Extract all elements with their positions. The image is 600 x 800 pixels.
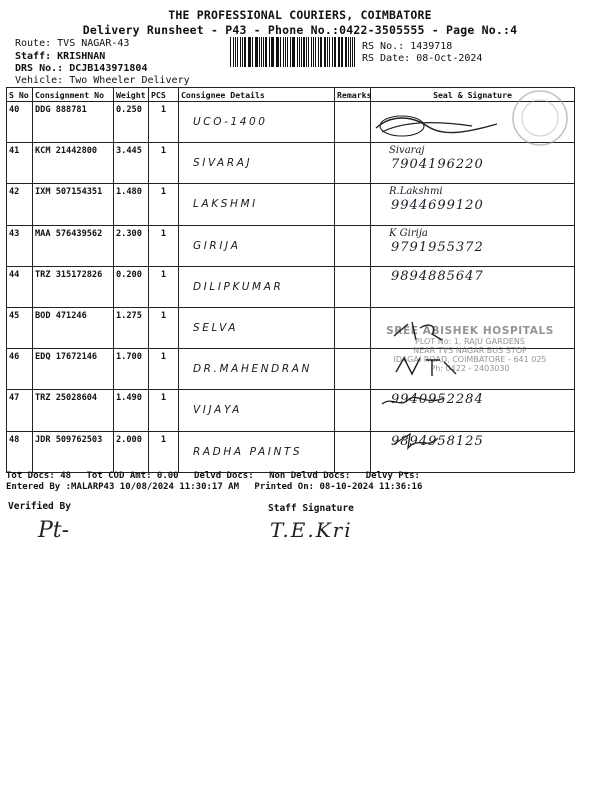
remarks-cell: [335, 390, 371, 431]
vehicle-value: Two Wheeler Delivery: [69, 75, 190, 86]
pcs-cell: 1: [149, 431, 179, 472]
pcs-cell: 1: [149, 184, 179, 225]
sno-cell: 45: [7, 307, 33, 348]
barcode-bar: [342, 37, 343, 67]
barcode-bar: [280, 37, 281, 67]
barcode-bar: [292, 37, 293, 67]
remarks-cell: [335, 431, 371, 472]
seal-signature-cell: [371, 225, 575, 266]
consignee-cell: [179, 349, 335, 390]
printed-on: Printed On: 08-10-2024 11:36:16: [254, 482, 423, 492]
consignment-cell: TRZ 315172826: [33, 266, 114, 307]
document-subtitle: Delivery Runsheet - P43 - Phone No.:0422-3505555 - Page No.:4: [82, 23, 518, 37]
barcode-bar: [348, 37, 349, 67]
runsheet-table: [6, 87, 575, 473]
consignment-cell: TRZ 25028604: [33, 390, 114, 431]
drs-line: [15, 63, 147, 74]
barcode-bar: [287, 37, 288, 67]
table-row: [7, 390, 575, 431]
barcode-bar: [256, 37, 257, 67]
consignment-cell: JDR 509762503: [33, 431, 114, 472]
document-title: THE PROFESSIONAL COURIERS, COIMBATORE: [168, 8, 432, 22]
barcode-bar: [332, 37, 333, 67]
staff-signature: T.E.Kri: [270, 518, 353, 542]
barcode-bar: [345, 37, 347, 67]
recipient-signature-name: K Girija: [389, 227, 428, 239]
recipient-phone: 9944699120: [391, 198, 484, 214]
tot-cod-label: Tot COD Amt:: [86, 471, 152, 481]
drs-value: DCJB143971804: [69, 63, 148, 74]
consignee-name: UCO-1400: [193, 116, 268, 128]
remarks-cell: [335, 349, 371, 390]
sno-cell: 42: [7, 184, 33, 225]
barcode-bar: [233, 37, 234, 67]
consignee-name: DILIPKUMAR: [193, 280, 284, 293]
delvy-pts-label: Delvy Pts:: [365, 471, 420, 481]
recipient-phone: 9940952284: [391, 392, 484, 408]
table-row: [7, 266, 575, 307]
table-row: [7, 225, 575, 266]
col-header-consignment: Consignment No: [33, 88, 114, 102]
weight-cell: 1.490: [114, 390, 149, 431]
sno-cell: 47: [7, 390, 33, 431]
vehicle-label: Vehicle:: [15, 75, 64, 86]
pcs-cell: 1: [149, 225, 179, 266]
staff-value: KRISHNAN: [57, 51, 106, 62]
pcs-cell: 1: [149, 143, 179, 184]
stamp-line-2: PLOT No: 1, RAJU GARDENS: [415, 337, 525, 346]
consignment-cell: EDQ 17672146: [33, 349, 114, 390]
barcode-bar: [269, 37, 270, 67]
barcode-bar: [263, 37, 264, 67]
barcode-bar: [297, 37, 298, 67]
consignee-cell: [179, 143, 335, 184]
consignee-cell: [179, 390, 335, 431]
barcode-bar: [235, 37, 236, 67]
consignee-name: GIRIJA: [193, 239, 241, 252]
barcode-bar: [335, 37, 336, 67]
entry-line: [6, 482, 422, 492]
weight-cell: 0.250: [114, 102, 149, 143]
seal-signature-cell: [371, 266, 575, 307]
recipient-phone: 7904196220: [391, 157, 484, 173]
col-header-consignee: Consignee Details: [179, 88, 335, 102]
sno-cell: 48: [7, 431, 33, 472]
consignee-cell: [179, 102, 335, 143]
rs-no-line: [362, 41, 452, 52]
barcode-bar: [255, 37, 256, 67]
entered-by: Entered By :MALARP43 10/08/2024 11:30:17 AM: [6, 482, 239, 492]
signature-scribble-row-46: [392, 352, 462, 380]
tot-cod: [86, 471, 178, 481]
weight-cell: 2.300: [114, 225, 149, 266]
sno-cell: 41: [7, 143, 33, 184]
verified-by-label: Verified By: [8, 501, 71, 512]
route-line: [15, 38, 129, 49]
tot-docs: [6, 471, 71, 481]
barcode-bar: [321, 37, 322, 67]
barcode-bar: [249, 37, 251, 67]
barcode-bar: [350, 37, 351, 67]
consignee-cell: [179, 266, 335, 307]
signature-scribble-row-45: [388, 318, 448, 344]
barcode-bar: [277, 37, 278, 67]
barcode-bar: [354, 37, 355, 67]
sno-cell: 43: [7, 225, 33, 266]
table-row: [7, 431, 575, 472]
barcode-bar: [327, 37, 328, 67]
col-header-weight: Weight: [114, 88, 149, 102]
recipient-phone: 9894885647: [391, 268, 484, 284]
consignment-cell: MAA 576439562: [33, 225, 114, 266]
staff-line: [15, 51, 105, 62]
barcode-bar: [272, 37, 273, 67]
rs-date-line: [362, 53, 482, 64]
consignee-cell: [179, 307, 335, 348]
round-seal-icon: [500, 86, 580, 150]
pcs-cell: 1: [149, 390, 179, 431]
barcode-bar: [324, 37, 326, 67]
route-label: Route:: [15, 38, 52, 49]
rs-date-value: 08-Oct-2024: [416, 53, 483, 64]
consignee-name: VIJAYA: [193, 404, 242, 417]
verified-signature: Pt-: [38, 518, 70, 543]
rs-no-value: 1439718: [410, 41, 453, 52]
staff-signature-label: Staff Signature: [268, 503, 354, 514]
barcode-bar: [318, 37, 319, 67]
barcode-bar: [338, 37, 339, 67]
consignment-cell: BOD 471246: [33, 307, 114, 348]
weight-cell: 1.275: [114, 307, 149, 348]
barcode-bar: [293, 37, 294, 67]
route-value: TVS NAGAR-43: [57, 38, 130, 49]
non-delvd-docs-label: Non Delvd Docs:: [269, 471, 351, 481]
remarks-cell: [335, 184, 371, 225]
weight-cell: 2.000: [114, 431, 149, 472]
weight-cell: 1.700: [114, 349, 149, 390]
remarks-cell: [335, 225, 371, 266]
barcode-bar: [261, 37, 262, 67]
weight-cell: 0.200: [114, 266, 149, 307]
consignment-cell: DDG 888781: [33, 102, 114, 143]
barcode-bar: [299, 37, 300, 67]
barcode-bar: [248, 37, 249, 67]
barcode-bar: [352, 37, 353, 67]
barcode-bar: [265, 37, 267, 67]
barcode-bar: [244, 37, 245, 67]
pcs-cell: 1: [149, 349, 179, 390]
signature-scribble-row-40: [372, 112, 502, 140]
barcode-bar: [276, 37, 277, 67]
barcode-bar: [301, 37, 302, 67]
consignment-cell: IXM 507154351: [33, 184, 114, 225]
barcode-bar: [259, 37, 260, 67]
staff-label: Staff:: [15, 51, 52, 62]
pcs-cell: 1: [149, 102, 179, 143]
tot-cod-value: 0.00: [156, 471, 179, 481]
col-header-sno: S No: [7, 88, 33, 102]
col-header-pcs: PCS: [149, 88, 179, 102]
consignee-cell: [179, 225, 335, 266]
recipient-signature-name: R.Lakshmi: [389, 186, 443, 198]
barcode-bar: [242, 37, 243, 67]
sno-cell: 46: [7, 349, 33, 390]
barcode-bar: [271, 37, 272, 67]
barcode-bar: [303, 37, 305, 67]
consignee-cell: [179, 431, 335, 472]
stamp-line-3: NEAR TVS NAGAR BUS STOP: [413, 346, 527, 355]
barcode-bar: [230, 37, 231, 67]
barcode-bar: [311, 37, 312, 67]
table-header-row: [7, 88, 575, 102]
consignee-name: RADHA PAINTS: [193, 445, 303, 458]
col-header-remarks: Remarks: [335, 88, 371, 102]
seal-signature-cell: [371, 184, 575, 225]
pcs-cell: 1: [149, 266, 179, 307]
consignee-cell: [179, 184, 335, 225]
tot-docs-label: Tot Docs:: [6, 471, 55, 481]
delvd-docs-label: Delvd Docs:: [194, 471, 254, 481]
totals-line: [6, 471, 430, 481]
stamp-line-5: Ph: 0422 - 2403030: [430, 364, 510, 373]
rs-no-label: RS No.:: [362, 41, 405, 52]
consignee-name: SIVARAJ: [193, 157, 253, 170]
weight-cell: 1.480: [114, 184, 149, 225]
barcode-bar: [308, 37, 309, 67]
barcode-bar: [313, 37, 314, 67]
table-row: [7, 143, 575, 184]
remarks-cell: [335, 143, 371, 184]
signature-scribble-row-48: [390, 430, 450, 452]
vehicle-line: [15, 75, 190, 86]
barcode-bar: [334, 37, 335, 67]
barcode: [230, 37, 356, 67]
tot-docs-value: 48: [60, 471, 72, 481]
table-row: [7, 184, 575, 225]
signature-scribble-row-47: [378, 392, 448, 412]
remarks-cell: [335, 102, 371, 143]
stamp-line-4: IDAGAI ROAD, COIMBATORE - 641 025: [393, 355, 547, 364]
consignee-name: DR.MAHENDRAN: [193, 363, 312, 376]
barcode-bar: [341, 37, 342, 67]
recipient-phone: 9791955372: [391, 239, 484, 255]
recipient-phone: 9894958125: [391, 433, 484, 449]
drs-label: DRS No.:: [15, 63, 64, 74]
consignee-name: LAKSHMI: [193, 198, 258, 211]
barcode-bar: [237, 37, 239, 67]
barcode-bar: [285, 37, 287, 67]
consignee-name: SELVA: [193, 321, 239, 334]
barcode-bar: [306, 37, 307, 67]
barcode-bar: [283, 37, 284, 67]
sno-cell: 44: [7, 266, 33, 307]
remarks-cell: [335, 307, 371, 348]
weight-cell: 3.445: [114, 143, 149, 184]
consignment-cell: KCM 21442800: [33, 143, 114, 184]
sno-cell: 40: [7, 102, 33, 143]
barcode-bar: [240, 37, 241, 67]
barcode-bar: [252, 37, 253, 67]
rs-date-label: RS Date:: [362, 53, 411, 64]
barcode-bar: [290, 37, 291, 67]
barcode-bar: [320, 37, 321, 67]
remarks-cell: [335, 266, 371, 307]
stamp-line-1: SREE ABISHEK HOSPITALS: [386, 325, 554, 337]
recipient-signature-name: Sivaraj: [389, 145, 425, 157]
barcode-bar: [329, 37, 330, 67]
pcs-cell: 1: [149, 307, 179, 348]
barcode-bar: [315, 37, 316, 67]
col-header-seal-signature: Seal & Signature: [371, 88, 575, 102]
